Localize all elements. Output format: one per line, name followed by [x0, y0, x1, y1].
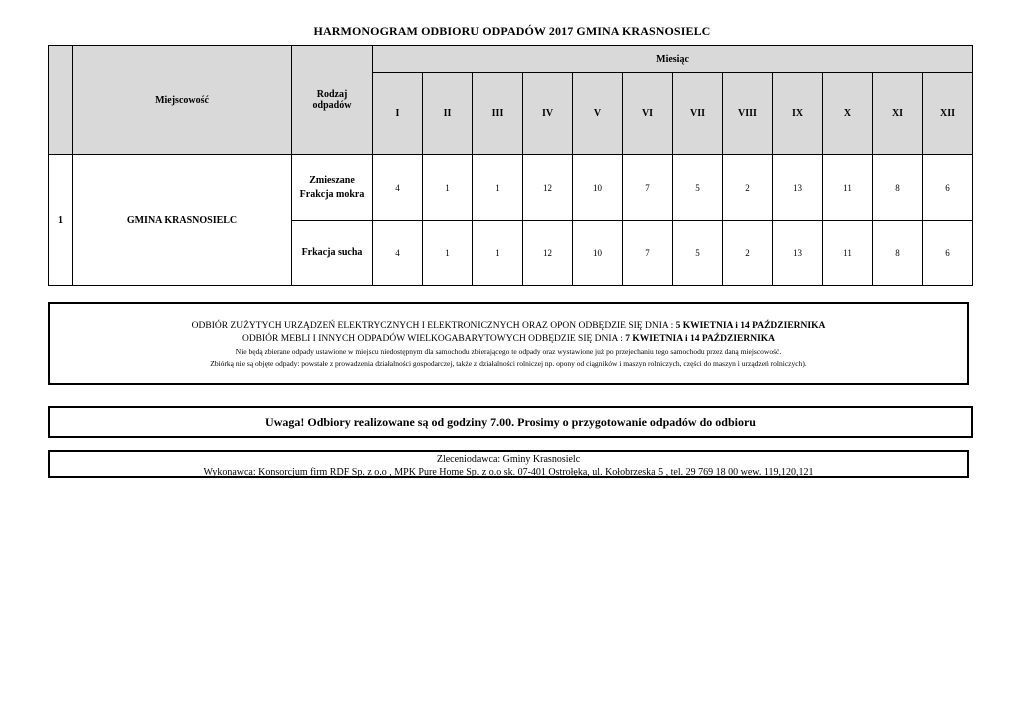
header-month-12: XII: [923, 73, 973, 155]
footer-box: [48, 450, 969, 478]
header-place: Miejscowość: [73, 46, 292, 155]
header-number: [49, 46, 73, 155]
header-month-1: I: [373, 73, 423, 155]
info-line-furniture: [50, 333, 967, 346]
header-month-group: Miesiąc: [373, 46, 973, 73]
cell-month-11: 8: [873, 155, 923, 221]
info-furniture-text: ODBIÓR MEBLI I INNYCH ODPADÓW WIELKOGABARYTOWYCH ODBĘDZIE SIĘ DNIA :: [241, 334, 623, 344]
cell-month-7: 5: [673, 155, 723, 221]
header-month-8: VIII: [723, 73, 773, 155]
info-line-restriction: Nie będą zbierane odpady ustawione w miejscu niedostępnym dla samochodu zbierającego te odpady oraz wystawione już po przejechaniu tego samochodu przez daną miejscowość.: [235, 347, 782, 356]
cell-month-10: 11: [823, 221, 873, 286]
header-month-3: III: [473, 73, 523, 155]
cell-month-6: 7: [623, 155, 673, 221]
cell-month-4: 12: [523, 221, 573, 286]
cell-month-2: 1: [423, 221, 473, 286]
cell-month-4: 12: [523, 155, 573, 221]
cell-month-12: 6: [923, 155, 973, 221]
cell-month-3: 1: [473, 155, 523, 221]
cell-month-5: 10: [573, 155, 623, 221]
header-month-2: II: [423, 73, 473, 155]
cell-month-8: 2: [723, 221, 773, 286]
footer-contractor: Wykonawca: Konsorcjum firm RDF Sp. z o.o , MPK Pure Home Sp. z o.o sk. 07-401 Ostrołęka, ul. Kołobrzeska 5 , tel. 29 769 18 00 wew. 119,120,121: [203, 467, 814, 478]
header-month-6: VI: [623, 73, 673, 155]
cell-month-6: 7: [623, 221, 673, 286]
info-box: [48, 302, 969, 385]
header-month-9: IX: [773, 73, 823, 155]
cell-month-9: 13: [773, 221, 823, 286]
info-electronics-dates: 5 KWIETNIA i 14 PAŹDZIERNIKA: [675, 321, 826, 331]
row-waste-type: [292, 221, 373, 286]
page-title: HARMONOGRAM ODBIORU ODPADÓW 2017 GMINA KRASNOSIELC: [313, 24, 711, 38]
cell-month-3: 1: [473, 221, 523, 286]
waste-type-line1: Zmieszane: [309, 174, 355, 186]
cell-month-7: 5: [673, 221, 723, 286]
cell-month-9: 13: [773, 155, 823, 221]
row-place: GMINA KRASNOSIELC: [73, 155, 292, 286]
cell-month-2: 1: [423, 155, 473, 221]
schedule-table: [48, 45, 973, 286]
row-number: 1: [49, 155, 73, 286]
cell-month-11: 8: [873, 221, 923, 286]
header-month-11: XI: [873, 73, 923, 155]
cell-month-10: 11: [823, 155, 873, 221]
cell-month-5: 10: [573, 221, 623, 286]
table-row: [49, 155, 973, 221]
waste-type-line2: Frakcja mokra: [299, 188, 365, 200]
cell-month-8: 2: [723, 155, 773, 221]
info-line-exclusion: Zbiórką nie są objęte odpady: powstałe z prowadzenia działalności gospodarczej, także z działalności rolniczej np. opony od ciągników i maszyn rolniczych, części do maszyn i urządzeń rolniczych).: [210, 359, 807, 368]
footer-client: Zleceniodawca: Gminy Krasnosielc: [436, 454, 581, 465]
info-line-electronics: [50, 320, 967, 333]
cell-month-1: 4: [373, 221, 423, 286]
header-waste-type-label: Rodzaj odpadów: [312, 89, 352, 111]
cell-month-12: 6: [923, 221, 973, 286]
header-month-10: X: [823, 73, 873, 155]
header-month-7: VII: [673, 73, 723, 155]
waste-type-line1: Frkacja sucha: [301, 247, 363, 258]
cell-month-1: 4: [373, 155, 423, 221]
row-waste-type: [292, 155, 373, 221]
notice-box: Uwaga! Odbiory realizowane są od godziny 7.00. Prosimy o przygotowanie odpadów do odbioru: [48, 406, 973, 438]
header-waste-type: [292, 46, 373, 155]
header-month-5: V: [573, 73, 623, 155]
info-furniture-dates: 7 KWIETNIA i 14 PAŹDZIERNIKA: [625, 334, 776, 344]
header-month-4: IV: [523, 73, 573, 155]
info-electronics-text: ODBIÓR ZUŻYTYCH URZĄDZEŃ ELEKTRYCZNYCH I ELEKTRONICZNYCH ORAZ OPON ODBĘDZIE SIĘ DNIA :: [191, 321, 674, 331]
